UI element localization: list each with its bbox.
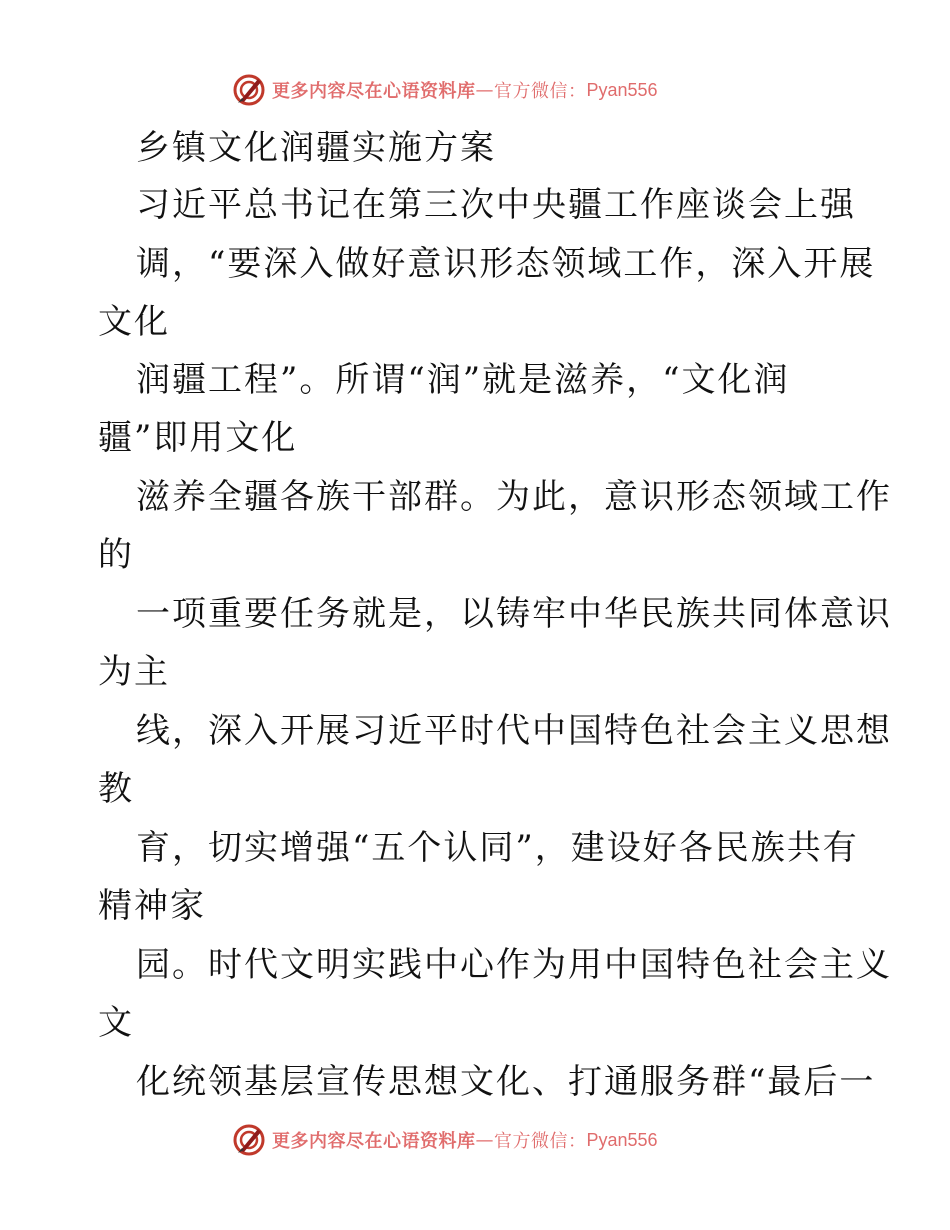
banner-separator: — — [475, 79, 494, 101]
paragraph-line: 教 — [98, 769, 134, 809]
paragraph-line: 润疆工程”。所谓“润”就是滋养，“文化润 — [136, 360, 790, 400]
paragraph-line: 线，深入开展习近平时代中国特色社会主义思想 — [136, 711, 892, 751]
paragraph-line: 园。时代文明实践中心作为用中国特色社会主义 — [136, 945, 892, 985]
paragraph-line: 调，“要深入做好意识形态领域工作，深入开展 — [136, 244, 876, 284]
banner-main-text: 更多内容尽在心语资料库 — [272, 81, 476, 102]
quill-logo-icon — [232, 1123, 266, 1157]
paragraph-line: 文 — [98, 1003, 134, 1043]
paragraph-line: 化统领基层宣传思想文化、打通服务群“最后一 — [136, 1062, 876, 1102]
paragraph-line: 滋养全疆各族干部群。为此，意识形态领域工作 — [136, 477, 892, 517]
paragraph-line: 疆”即用文化 — [98, 418, 298, 458]
banner-separator: — — [475, 1129, 494, 1151]
paragraph-line: 精神家 — [98, 886, 206, 926]
paragraph-line: 一项重要任务就是，以铸牢中华民族共同体意识 — [136, 594, 892, 634]
paragraph-line: 文化 — [98, 302, 170, 342]
banner-wechat-label: 官方微信： — [494, 1131, 587, 1152]
banner-wechat-label: 官方微信： — [494, 81, 587, 102]
banner-wechat-id: Pyan556 — [586, 1129, 658, 1150]
paragraph-line: 育，切实增强“五个认同”，建设好各民族共有 — [136, 828, 859, 868]
banner-wechat-id: Pyan556 — [586, 79, 658, 100]
banner-main-text: 更多内容尽在心语资料库 — [272, 1131, 476, 1152]
quill-logo-icon — [232, 73, 266, 107]
paragraph-line: 习近平总书记在第三次中央疆工作座谈会上强 — [136, 185, 856, 225]
footer-banner — [232, 1122, 658, 1158]
paragraph-line: 为主 — [98, 652, 170, 692]
paragraph-line: 的 — [98, 535, 134, 575]
header-banner — [232, 72, 658, 108]
document-title: 乡镇文化润疆实施方案 — [136, 128, 496, 168]
